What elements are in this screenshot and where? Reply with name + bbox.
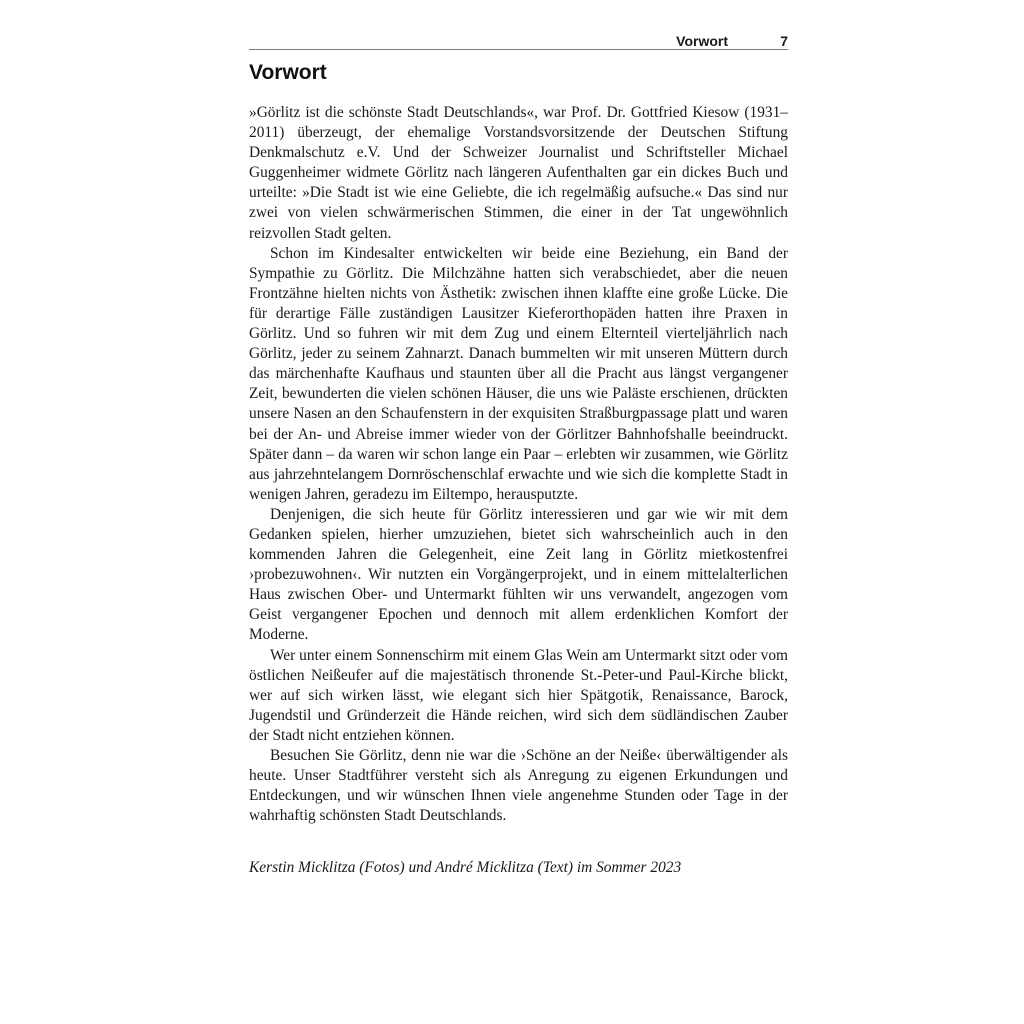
chapter-title: Vorwort xyxy=(249,61,327,84)
paragraph-4: Wer unter einem Sonnenschirm mit einem Glas Wein am Untermarkt sitzt oder vom östlichen Neißeufer auf die majestätisch thronende St.-Peter-und Paul-Kirche blickt, wer auf sich wirken lässt, wie elegant sich hier Spätgotik, Renaissance, Barock, Jugendstil und Gründerzeit die Hände reichen, wird sich dem südländischen Zauber der Stadt nicht entziehen können. xyxy=(249,646,788,744)
body-text xyxy=(249,103,788,826)
paragraph-1: »Görlitz ist die schönste Stadt Deutschlands«, war Prof. Dr. Gottfried Kiesow (1931–2011) überzeugt, der ehemalige Vorstandsvorsitzende der Deutschen Stiftung Denkmalschutz e.V. Und der Schweizer Journalist und Schriftsteller Michael Guggenheimer widmete Görlitz nach längeren Aufenthalten gar ein dickes Buch und urteilte: »Die Stadt ist wie eine Geliebte, die ich regelmäßig aufsuche.« Das sind nur zwei von vielen schwärmerischen Stimmen, die einer in der Tat ungewöhnlich reizvollen Stadt gelten. xyxy=(249,104,788,242)
page-number: 7 xyxy=(780,33,788,49)
paragraph-2: Schon im Kindesalter entwickelten wir beide eine Beziehung, ein Band der Sympathie zu Görlitz. Die Milchzähne hatten sich verabschiedet, aber die neuen Frontzähne hielten nichts von Ästhetik: zwischen ihnen klaffte eine große Lücke. Die für derartige Fälle zuständigen Lausitzer Kieferorthopäden hatten ihre Praxen in Görlitz. Und so fuhren wir mit dem Zug und einem Elternteil vierteljährlich nach Görlitz, jeder zu seinem Zahnarzt. Danach bummelten wir mit unseren Müttern durch das märchenhafte Kaufhaus und staunten über all die Pracht aus längst vergangener Zeit, bewunderten die vielen schönen Häuser, die uns wie Paläste erschienen, drückten unsere Nasen an den Schaufenstern in der exquisiten Straßburgpassage platt und waren bei der An- und Abreise immer wieder von der Görlitzer Bahnhofshalle beeindruckt. Später dann – da waren wir schon lange ein Paar – erlebten wir zusammen, wie Görlitz aus jahrzehntelangem Dornröschenschlaf erwachte und wie sich die komplette Stadt in wenigen Jahren, geradezu im Eiltempo, herausputzte. xyxy=(249,244,788,503)
paragraph-3: Denjenigen, die sich heute für Görlitz interessieren und gar wie wir mit dem Gedanken spielen, hierher umzuziehen, bietet sich wahrscheinlich auch in den kommenden Jahren die Gelegenheit, eine Zeit lang in Görlitz mietkostenfrei ›probezuwohnen‹. Wir nutzten ein Vorgängerprojekt, und in einem mittelalterlichen Haus zwischen Ober- und Untermarkt fühlten wir uns verwandelt, angezogen vom Geist vergangener Epochen und dennoch mit allem erdenklichen Komfort der Moderne. xyxy=(249,505,788,644)
running-header xyxy=(249,30,788,50)
author-signature: Kerstin Micklitza (Fotos) und André Micklitza (Text) im Sommer 2023 xyxy=(249,859,682,877)
paragraph-5: Besuchen Sie Görlitz, denn nie war die ›Schöne an der Neiße‹ überwältigender als heute. Unser Stadtführer versteht sich als Anregung zu eigenen Erkundungen und Entdeckungen, und wir wünschen Ihnen viele angenehme Stunden oder Tage in der wahrhaftig schönsten Stadt Deutschlands. xyxy=(249,747,788,825)
header-section-title: Vorwort xyxy=(676,33,728,49)
book-page xyxy=(249,30,788,878)
